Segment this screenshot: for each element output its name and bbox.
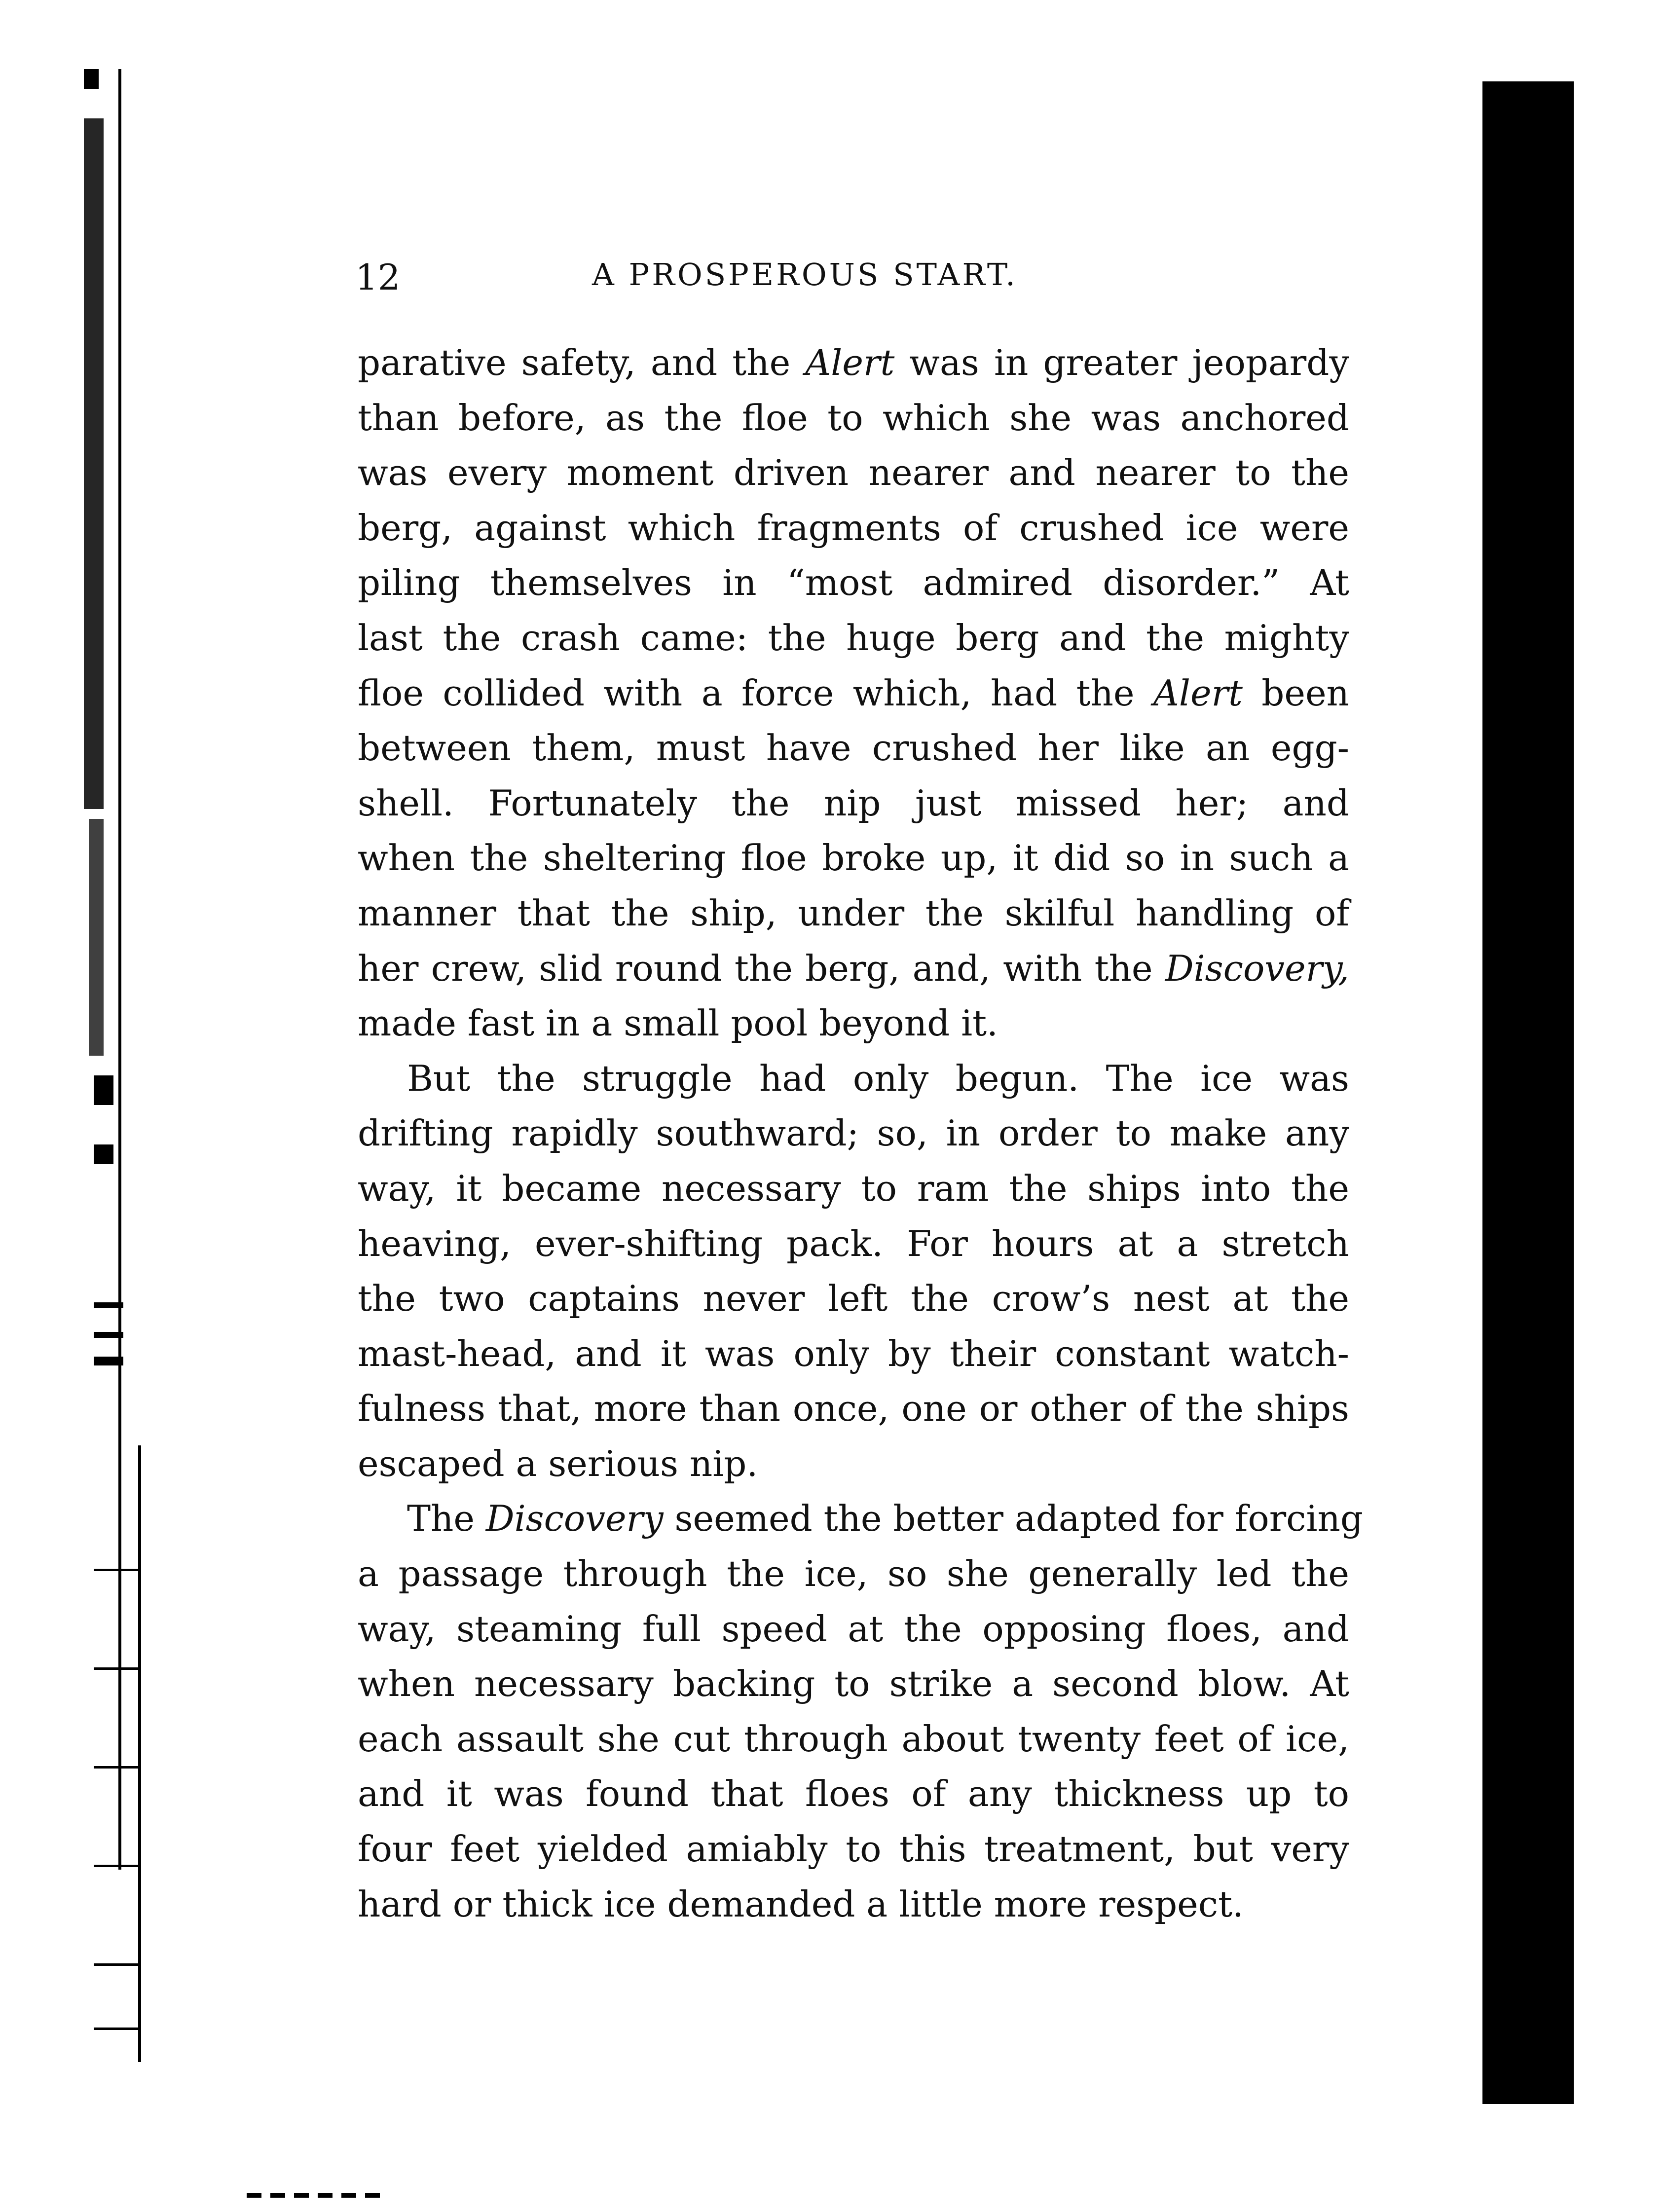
- scan-bottom-dashes: [247, 2193, 385, 2198]
- text-line: The Discovery seemed the better adapted for forcing: [407, 1498, 1363, 1540]
- text-line: parative safety, and the Alert was in greater jeopardy: [358, 342, 1349, 383]
- text-line: than before, as the floe to which she was anchored: [358, 397, 1349, 439]
- body-text: [358, 335, 1363, 1932]
- scan-binding-edge: [79, 69, 138, 1450]
- text-line: a passage through the ice, so she generally led the: [358, 1553, 1349, 1595]
- text-line: berg, against which fragments of crushed ice were: [358, 507, 1349, 549]
- italic-ship-name: Alert: [805, 342, 895, 383]
- text-line: when the sheltering floe broke up, it did so in such a: [358, 837, 1349, 879]
- italic-ship-name: Alert: [1153, 672, 1243, 714]
- text-line: made fast in a small pool beyond it.: [358, 1002, 998, 1044]
- page-number: 12: [355, 257, 401, 298]
- text-line: between them, must have crushed her like an egg-: [358, 727, 1349, 769]
- text-line: her crew, slid round the berg, and, with the Discovery,: [358, 947, 1349, 989]
- text-line: was every moment driven nearer and nearer to the: [358, 452, 1349, 494]
- text-line: shell. Fortunately the nip just missed her; and: [358, 782, 1349, 824]
- text-line: each assault she cut through about twenty feet of ice,: [358, 1718, 1349, 1760]
- text-line: way, it became necessary to ram the ships into the: [358, 1167, 1349, 1209]
- text-line: floe collided with a force which, had the Alert been: [358, 672, 1349, 714]
- text-line: mast-head, and it was only by their constant watch-: [358, 1332, 1349, 1374]
- text-line: and it was found that floes of any thickness up to: [358, 1773, 1349, 1815]
- text-line: fulness that, more than once, one or other of the ships: [358, 1388, 1349, 1430]
- text-line: piling themselves in “most admired disorder.” At: [358, 562, 1349, 604]
- running-header: [355, 257, 1095, 306]
- italic-ship-name: Discovery,: [1165, 947, 1349, 989]
- text-line: when necessary backing to strike a second blow. At: [358, 1663, 1349, 1705]
- text-line: last the crash came: the huge berg and the mighty: [358, 617, 1349, 659]
- text-line: drifting rapidly southward; so, in order to make any: [358, 1112, 1349, 1154]
- text-line: way, steaming full speed at the opposing floes, and: [358, 1608, 1349, 1650]
- text-line: four feet yielded amiably to this treatment, but very: [358, 1828, 1349, 1870]
- text-line: manner that the ship, under the skilful handling of: [358, 892, 1349, 934]
- text-line: the two captains never left the crow’s nest at the: [358, 1278, 1349, 1320]
- text-line: escaped a serious nip.: [358, 1442, 758, 1484]
- scan-margin-ticks: [89, 1445, 148, 2062]
- text-line: heaving, ever-shifting pack. For hours at a stretch: [358, 1222, 1349, 1264]
- running-title: A PROSPEROUS START.: [592, 257, 1018, 293]
- scan-right-shadow: [1482, 81, 1574, 2104]
- italic-ship-name: Discovery: [485, 1498, 664, 1540]
- text-line: But the struggle had only begun. The ice was: [407, 1057, 1349, 1099]
- text-line: hard or thick ice demanded a little more respect.: [358, 1883, 1244, 1925]
